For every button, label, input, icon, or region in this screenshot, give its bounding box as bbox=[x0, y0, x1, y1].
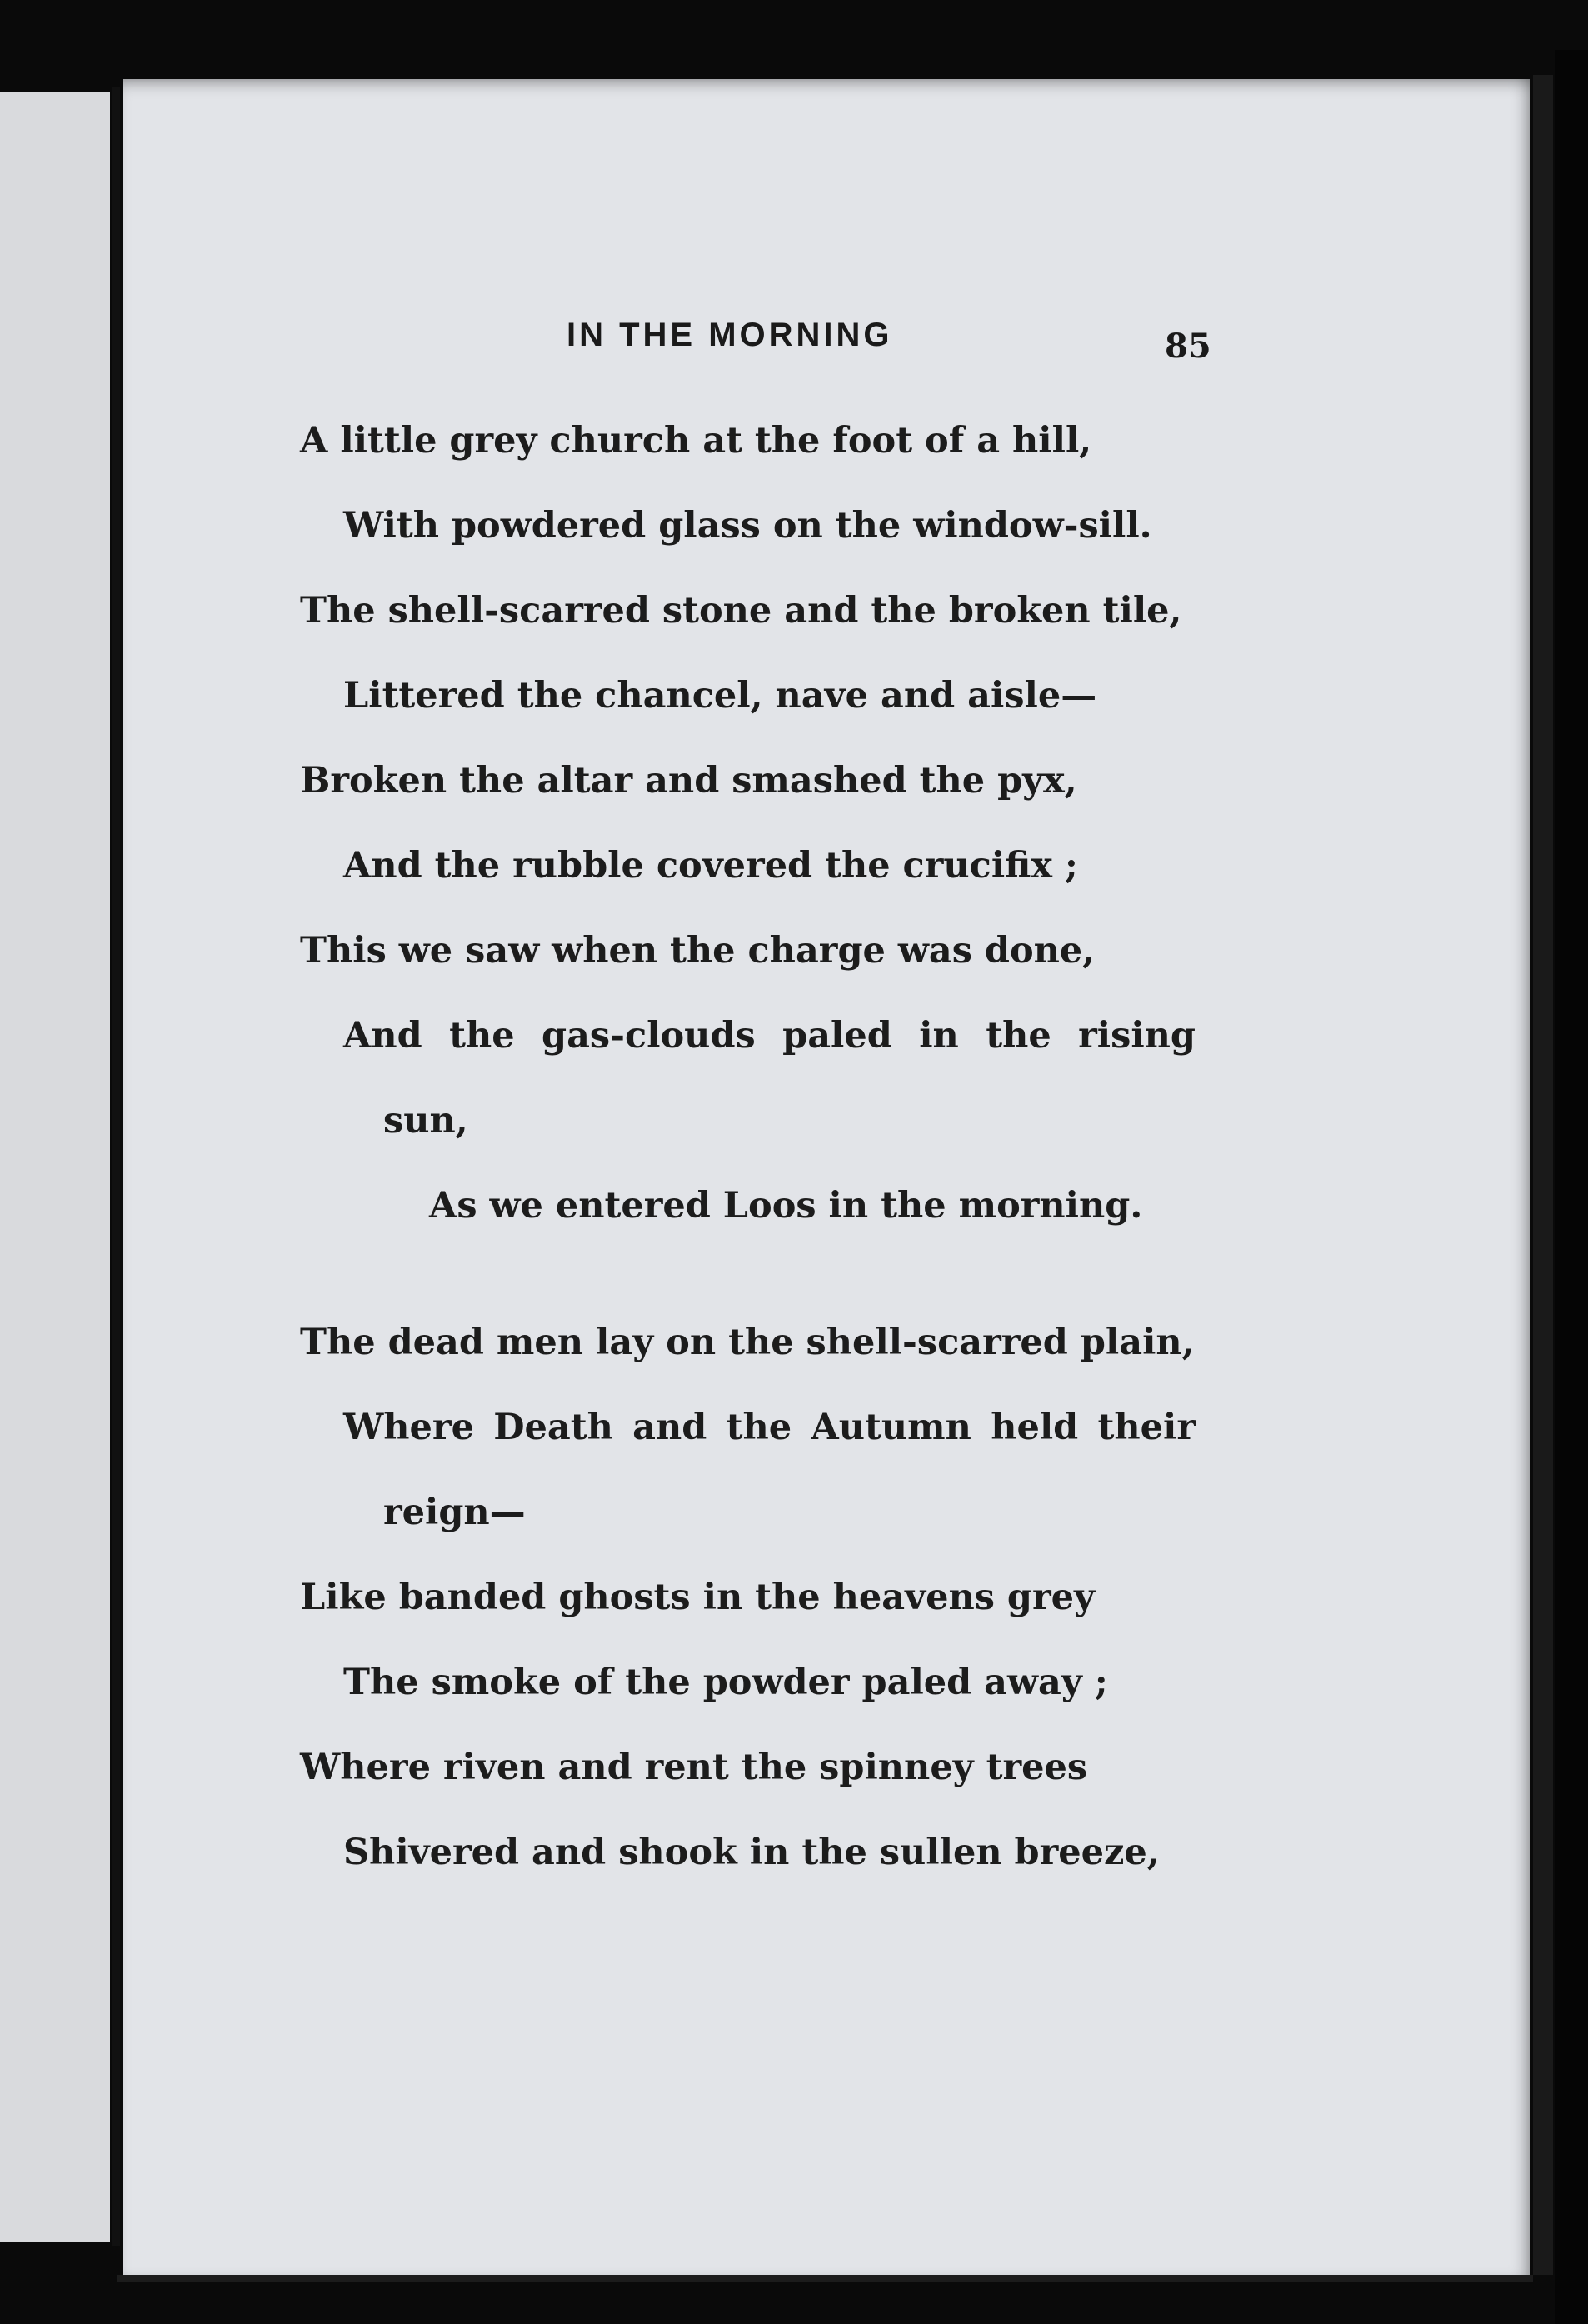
scan-border bbox=[1555, 50, 1588, 2324]
poem-refrain: As we entered Loos in the morning. bbox=[429, 1185, 1143, 1227]
page-bottom-edge bbox=[117, 2275, 1533, 2282]
page-number: 85 bbox=[1165, 327, 1211, 366]
book-gutter bbox=[112, 87, 120, 2246]
running-head: IN THE MORNING bbox=[567, 317, 893, 353]
poem-line: This we saw when the charge was done, bbox=[300, 930, 1096, 972]
poem-line: The shell-scarred stone and the broken tile, bbox=[300, 590, 1182, 632]
poem-line: And the rubble covered the crucifix ; bbox=[343, 845, 1078, 887]
poem-line-continuation: sun, bbox=[383, 1100, 468, 1142]
poem-line-continuation: reign— bbox=[383, 1492, 526, 1533]
poem-line: Broken the altar and smashed the pyx, bbox=[300, 760, 1077, 802]
poem-line: The dead men lay on the shell-scarred plain, bbox=[300, 1322, 1195, 1363]
poem-line: And the gas-clouds paled in the rising bbox=[343, 1015, 1196, 1057]
poem-line: With powdered glass on the window-sill. bbox=[343, 505, 1152, 547]
poem-line: Littered the chancel, nave and aisle— bbox=[343, 675, 1097, 717]
facing-page-edge bbox=[0, 92, 110, 2242]
poem-line: A little grey church at the foot of a hill, bbox=[300, 420, 1092, 462]
stanza-break bbox=[300, 1248, 1196, 1300]
poem-line: Where Death and the Autumn held their bbox=[343, 1407, 1196, 1448]
stanza-2 bbox=[300, 1300, 1196, 1895]
poem-text bbox=[300, 398, 1196, 1895]
poem-line: Like banded ghosts in the heavens grey bbox=[300, 1577, 1095, 1618]
poem-line: The smoke of the powder paled away ; bbox=[343, 1662, 1108, 1703]
page-edge-shadow bbox=[1533, 75, 1553, 2275]
stanza-1 bbox=[300, 398, 1196, 1248]
poem-line: Shivered and shook in the sullen breeze, bbox=[343, 1832, 1160, 1873]
poem-line: Where riven and rent the spinney trees bbox=[300, 1747, 1088, 1788]
